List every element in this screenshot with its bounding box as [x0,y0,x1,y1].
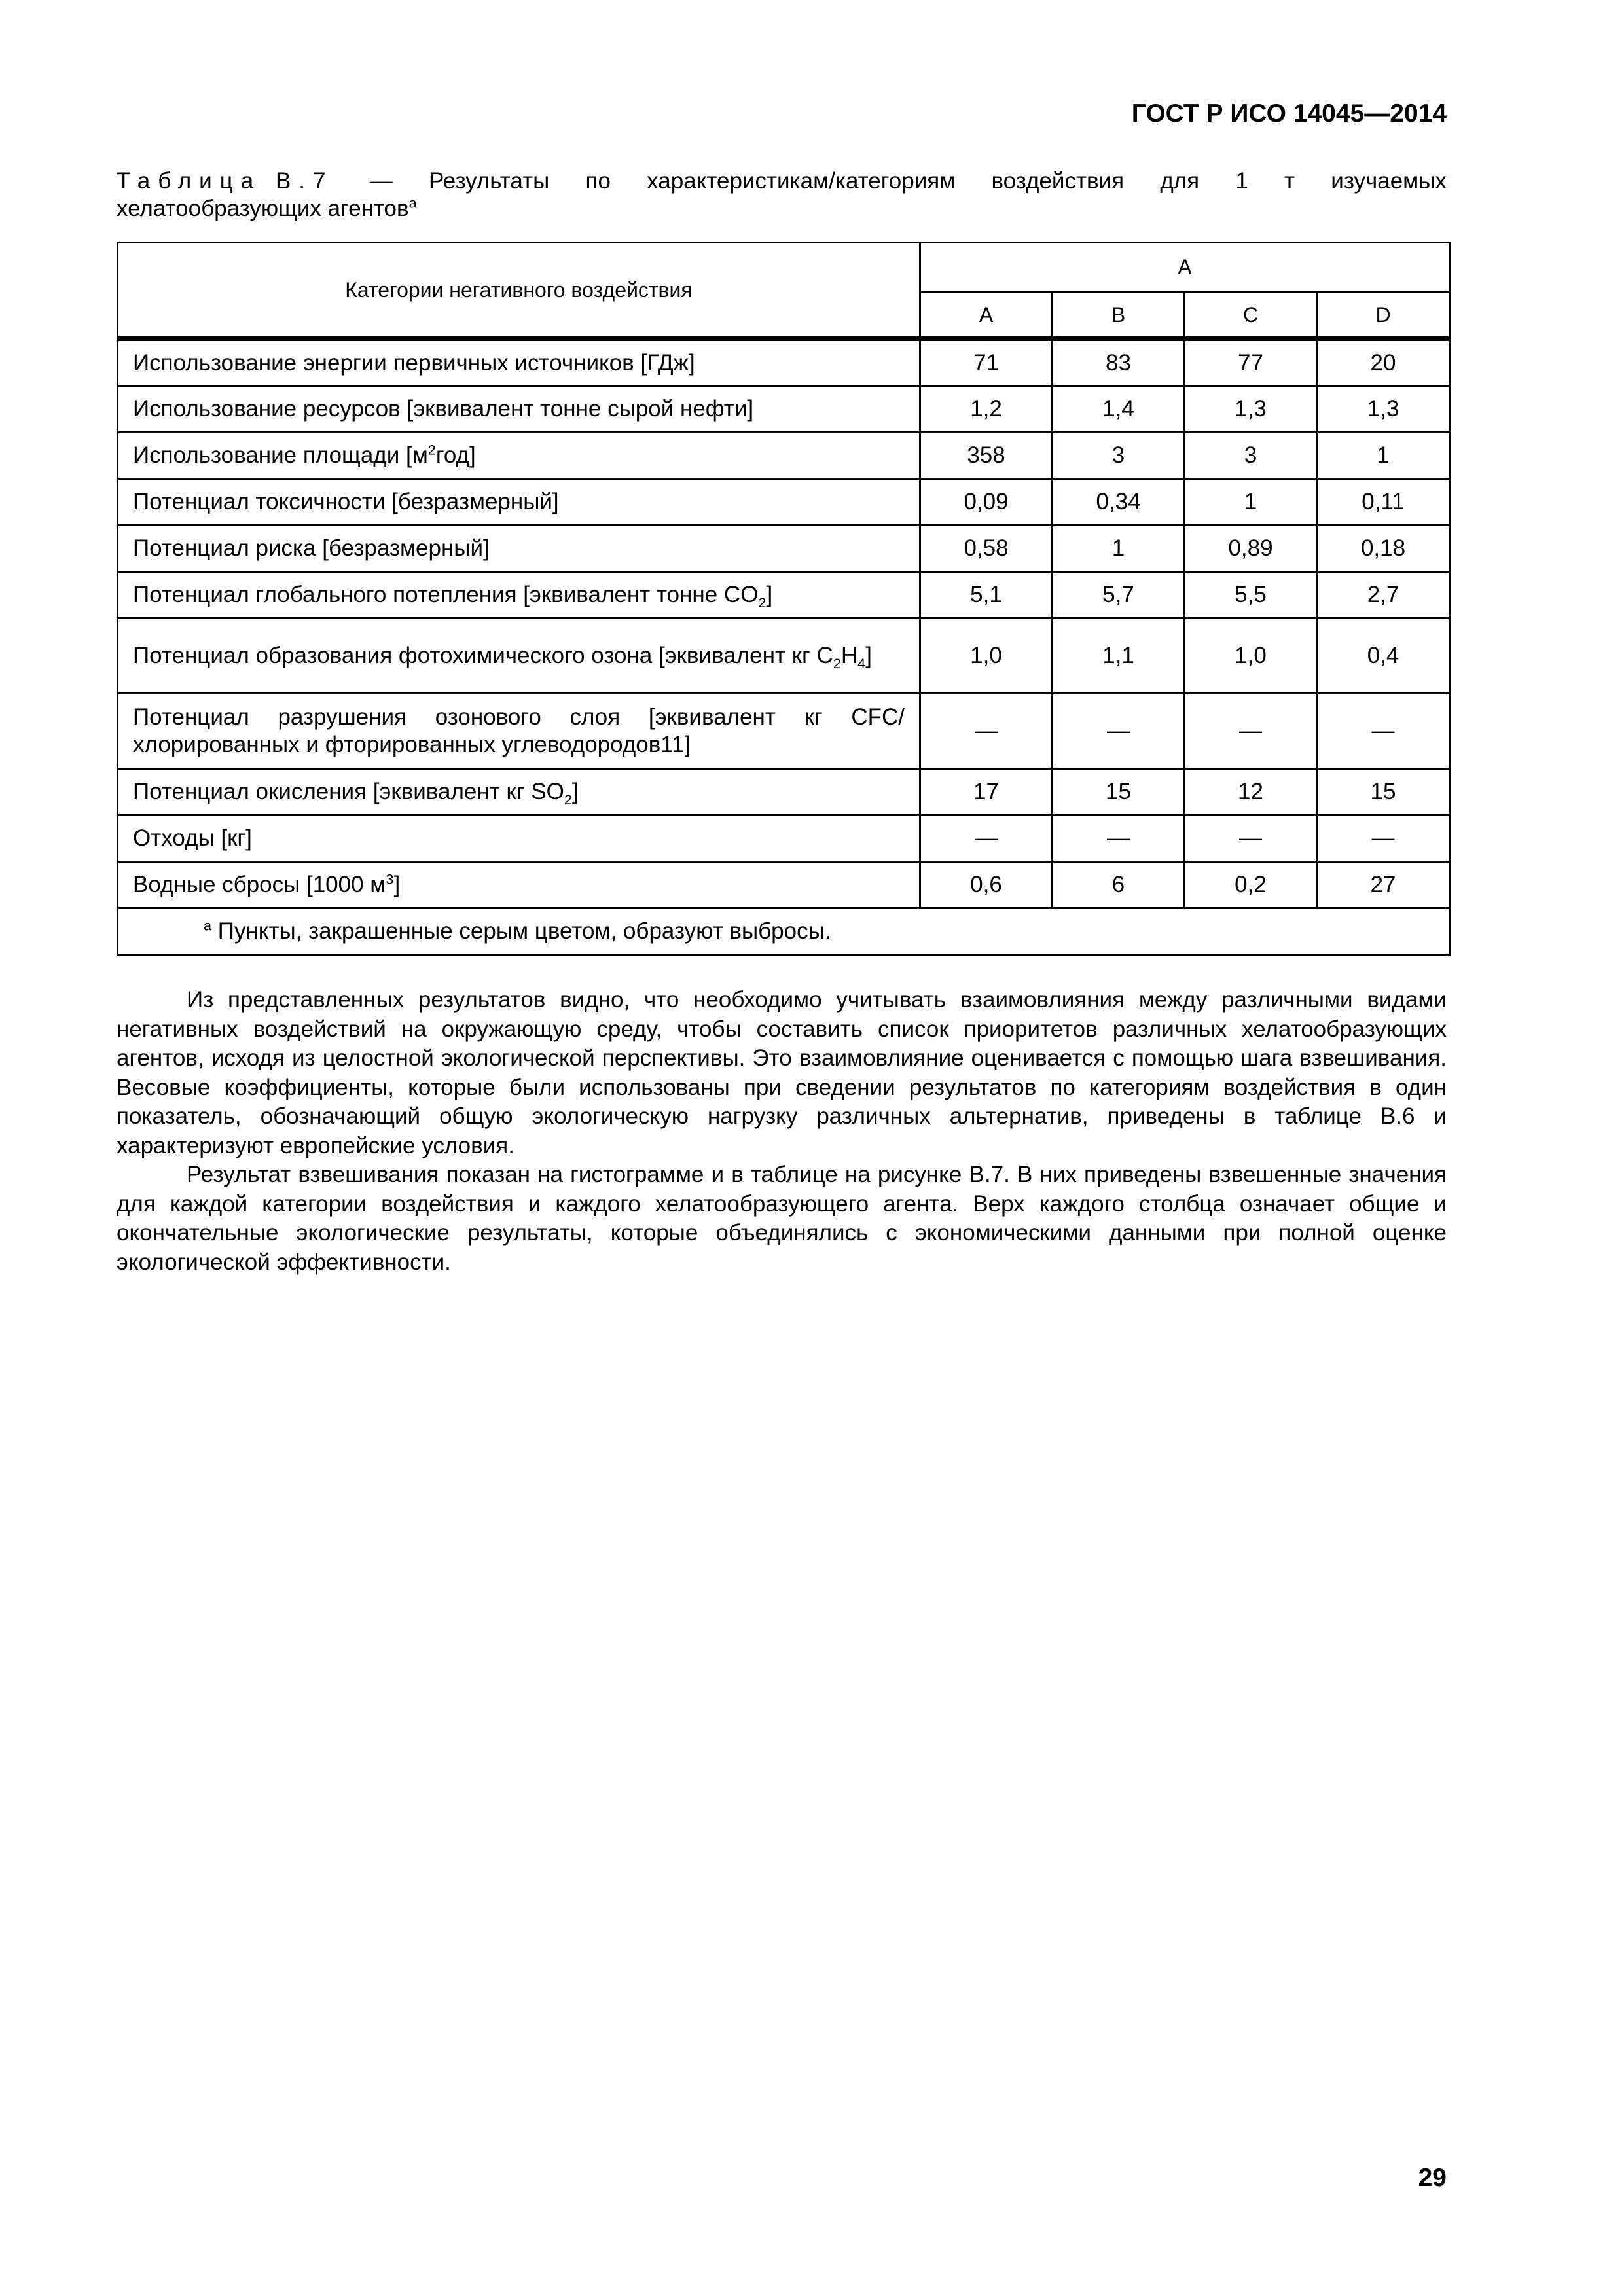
value-cell: 17 [920,769,1053,816]
header-impact-category: Категории негативного воздействия [118,243,920,339]
value-cell: 0,34 [1053,479,1185,526]
value-cell: 12 [1185,769,1317,816]
table-row [118,694,1450,769]
table-row [118,862,1450,908]
value-cell: 83 [1053,339,1185,386]
value-cell: 1,0 [1185,619,1317,694]
value-cell: 3 [1185,433,1317,479]
header-column: C [1185,293,1317,339]
superscript: 3 [386,870,394,888]
label-text: ] [766,582,773,607]
table-row [118,769,1450,816]
table-row [118,339,1450,386]
value-cell: 5,7 [1053,572,1185,619]
impact-category-label [118,619,920,694]
subscript: 2 [564,791,572,808]
table-row [118,479,1450,526]
label-text: Потенциал глобального потепления [эквивалент тонне CO [133,582,759,607]
value-cell: 5,5 [1185,572,1317,619]
table-footnote [118,908,1450,955]
table-row [118,433,1450,479]
table-caption-word: 1 [1235,168,1248,194]
value-cell: 1 [1185,479,1317,526]
table-footnote-row [118,908,1450,955]
value-cell: — [1185,816,1317,862]
value-cell: 1,3 [1185,386,1317,433]
paragraph: Из представленных результатов видно, что необходимо учитывать взаимовлияния между различными видами негативных воздействий на окружающую среду, чтобы составить список приоритетов различных хелатообразующих агентов, исходя из целостной экологической перспективы. Это взаимовлияние оценивается с помощью шага взвешивания. Весовые коэффициенты, которые были использованы при сведении результатов по категориям воздействия в один показатель, обозначающий общую экологическую нагрузку различных альтернатив, приведены в таблице В.6 и характеризуют европейские условия. [117,987,1447,1158]
value-cell: 0,58 [920,526,1053,572]
value-cell: 1,3 [1317,386,1450,433]
value-cell: 1,4 [1053,386,1185,433]
table-caption-word: изучаемых [1331,168,1447,194]
value-cell: 0,89 [1185,526,1317,572]
label-text: год] [435,442,476,468]
table-row [118,816,1450,862]
page-number: 29 [1418,2164,1447,2192]
header-column: A [920,293,1053,339]
label-text: Водные сбросы [1000 м [133,872,386,897]
value-cell: — [920,694,1053,769]
table-caption-line2 [117,195,1447,223]
value-cell: 15 [1053,769,1185,816]
label-text: ] [393,872,401,897]
subscript: 2 [758,594,767,611]
value-cell: 2,7 [1317,572,1450,619]
value-cell: 5,1 [920,572,1053,619]
label-text: ] [571,779,579,804]
table-caption-line1 [117,168,1447,195]
label-text: Потенциал образования фотохимического озона [эквивалент кг C [133,643,833,668]
label-text: ] [865,643,872,668]
table-caption-word: для [1160,168,1200,194]
label-text: Использование площади [м [133,442,428,468]
superscript: 2 [427,441,436,458]
impact-category-label: Использование энергии первичных источников [ГДж] [118,339,920,386]
value-cell: 0,18 [1317,526,1450,572]
value-cell: 3 [1053,433,1185,479]
impact-category-label: Потенциал разрушения озонового слоя [эквивалент кг CFC/ хлорированных и фторированных углеводородов11] [118,694,920,769]
value-cell: 1 [1053,526,1185,572]
header-agent-group: A [920,243,1450,293]
footnote-mark: a [204,917,212,934]
impact-category-label [118,433,920,479]
body-text [117,986,1447,1277]
value-cell: — [1317,816,1450,862]
value-cell: — [920,816,1053,862]
footnote-mark: a [408,194,417,211]
table-caption-line2-text: хелатообразующих агентов [117,196,409,221]
header-column: D [1317,293,1450,339]
value-cell: 27 [1317,862,1450,908]
value-cell: 6 [1053,862,1185,908]
table-caption-label: Таблица В.7 [117,168,334,194]
value-cell: — [1185,694,1317,769]
value-cell: — [1317,694,1450,769]
label-text: Потенциал окисления [эквивалент кг SO [133,779,564,804]
table-caption-word: по [585,168,611,194]
value-cell: 0,2 [1185,862,1317,908]
value-cell: 71 [920,339,1053,386]
impact-category-label [118,769,920,816]
value-cell: 1 [1317,433,1450,479]
table-row [118,619,1450,694]
value-cell: 77 [1185,339,1317,386]
table-row [118,526,1450,572]
standard-code: ГОСТ Р ИСО 14045—2014 [1131,99,1447,128]
impact-category-label: Отходы [кг] [118,816,920,862]
value-cell: 358 [920,433,1053,479]
value-cell: 20 [1317,339,1450,386]
value-cell: 0,11 [1317,479,1450,526]
table-caption-word: характеристикам/категориям [647,168,956,194]
value-cell: 15 [1317,769,1450,816]
footnote-text: Пункты, закрашенные серым цветом, образуют выбросы. [211,918,831,944]
subscript: 2 [833,655,841,672]
impact-category-label: Использование ресурсов [эквивалент тонне сырой нефти] [118,386,920,433]
value-cell: 0,6 [920,862,1053,908]
value-cell: 1,1 [1053,619,1185,694]
value-cell: 1,0 [920,619,1053,694]
header-column: B [1053,293,1185,339]
table-caption-dash: — [369,168,393,194]
value-cell: — [1053,694,1185,769]
impact-category-label: Потенциал риска [безразмерный] [118,526,920,572]
table-caption-word: воздействия [991,168,1125,194]
subscript: 4 [857,655,866,672]
table-caption-word: т [1284,168,1295,194]
impact-category-label: Потенциал токсичности [безразмерный] [118,479,920,526]
paragraph: Результат взвешивания показан на гистограмме и в таблице на рисунке В.7. В них приведены взвешенные значения для каждой категории воздействия и каждого хелатообразующего агента. Верх каждого столбца означает общие и окончательные экологические результаты, которые объединялись с экономическими данными при полной оценке экологической эффективности. [117,1162,1447,1275]
table-caption [117,168,1447,223]
value-cell: 1,2 [920,386,1053,433]
impact-category-label [118,862,920,908]
table-row [118,572,1450,619]
table-caption-word: Результаты [428,168,550,194]
results-table [117,242,1451,956]
value-cell: 0,09 [920,479,1053,526]
table-row [118,386,1450,433]
value-cell: — [1053,816,1185,862]
value-cell: 0,4 [1317,619,1450,694]
impact-category-label [118,572,920,619]
label-text: H [840,643,858,668]
